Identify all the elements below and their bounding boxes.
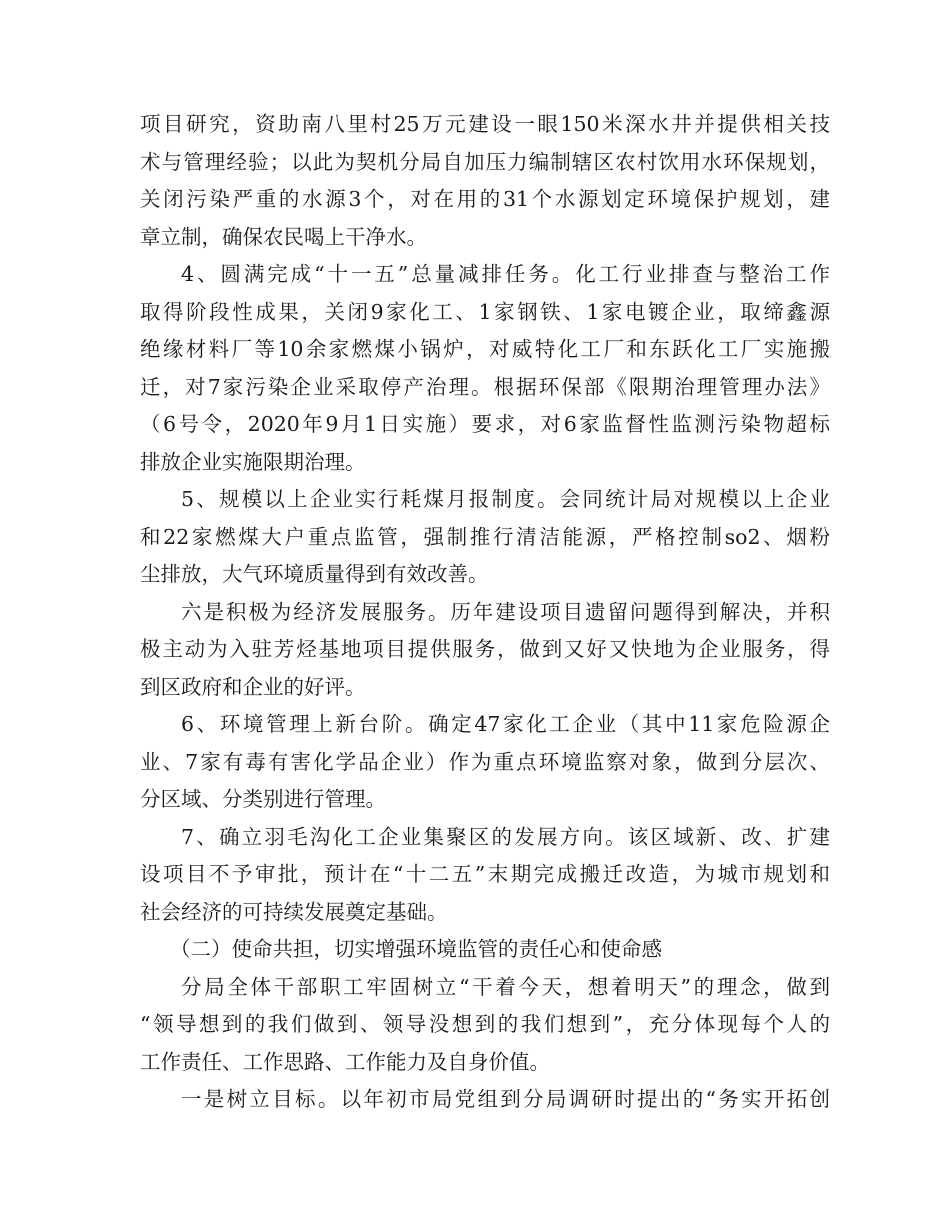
text-line: 4、圆满完成“十一五”总量减排任务。化工行业排查与整治工作 xyxy=(181,262,830,286)
text-line: 术与管理经验；以此为契机分局自加压力编制辖区农村饮用水环保规划， xyxy=(140,149,830,174)
text-line: 一是树立目标。以年初市局党组到分局调研时提出的“务实开拓创 xyxy=(181,1087,830,1111)
text-line: 关闭污染严重的水源3个，对在用的31个水源划定环境保护规划，建 xyxy=(140,187,830,211)
text-line: 分区域、分类别进行管理。 xyxy=(140,787,386,811)
text-line: 尘排放，大气环境质量得到有效改善。 xyxy=(140,562,489,586)
text-line: 业、7家有毒有害化学品企业）作为重点环境监察对象，做到分层次、 xyxy=(140,749,830,774)
text-line: 迁，对7家污染企业采取停产治理。根据环保部《限期治理管理办法》 xyxy=(140,374,830,399)
text-line: 7、确立羽毛沟化工企业集聚区的发展方向。该区域新、改、扩建 xyxy=(181,824,830,849)
text-line: 分局全体干部职工牢固树立“干着今天，想着明天”的理念，做到 xyxy=(181,974,830,999)
text-line: 极主动为入驻芳烃基地项目提供服务，做到又好又快地为企业服务，得 xyxy=(140,637,830,661)
text-line: 排放企业实施限期治理。 xyxy=(140,449,366,474)
text-line: 绝缘材料厂等10余家燃煤小锅炉，对威特化工厂和东跃化工厂实施搬 xyxy=(140,337,830,361)
text-line: 项目研究，资助南八里村25万元建设一眼150米深水井并提供相关技 xyxy=(140,112,830,136)
text-line: （6号令，2020年9月1日实施）要求，对6家监督性监测污染物超标 xyxy=(140,412,830,436)
text-line: 设项目不予审批，预计在“十二五”末期完成搬迁改造，为城市规划和 xyxy=(140,862,830,886)
text-line: 章立制，确保农民喝上干净水。 xyxy=(140,224,427,249)
text-line: 工作责任、工作思路、工作能力及自身价值。 xyxy=(140,1049,550,1074)
text-line: 六是积极为经济发展服务。历年建设项目遗留问题得到解决，并积 xyxy=(181,599,830,624)
text-line: 5、规模以上企业实行耗煤月报制度。会同统计局对规模以上企业 xyxy=(181,487,830,511)
text-line: 到区政府和企业的好评。 xyxy=(140,674,366,699)
text-line: “领导想到的我们做到、领导没想到的我们想到”，充分体现每个人的 xyxy=(140,1012,830,1036)
text-line: 社会经济的可持续发展奠定基础。 xyxy=(140,899,448,924)
text-line: 和22家燃煤大户重点监管，强制推行清洁能源，严格控制so2、烟粉 xyxy=(140,524,830,549)
text-line: 取得阶段性成果，关闭9家化工、1家钢铁、1家电镀企业，取缔鑫源 xyxy=(140,299,830,324)
section-heading: （二）使命共担，切实增强环境监管的责任心和使命感 xyxy=(170,937,662,961)
text-line: 6、环境管理上新台阶。确定47家化工企业（其中11家危险源企 xyxy=(181,712,830,736)
document-body xyxy=(140,106,830,1119)
